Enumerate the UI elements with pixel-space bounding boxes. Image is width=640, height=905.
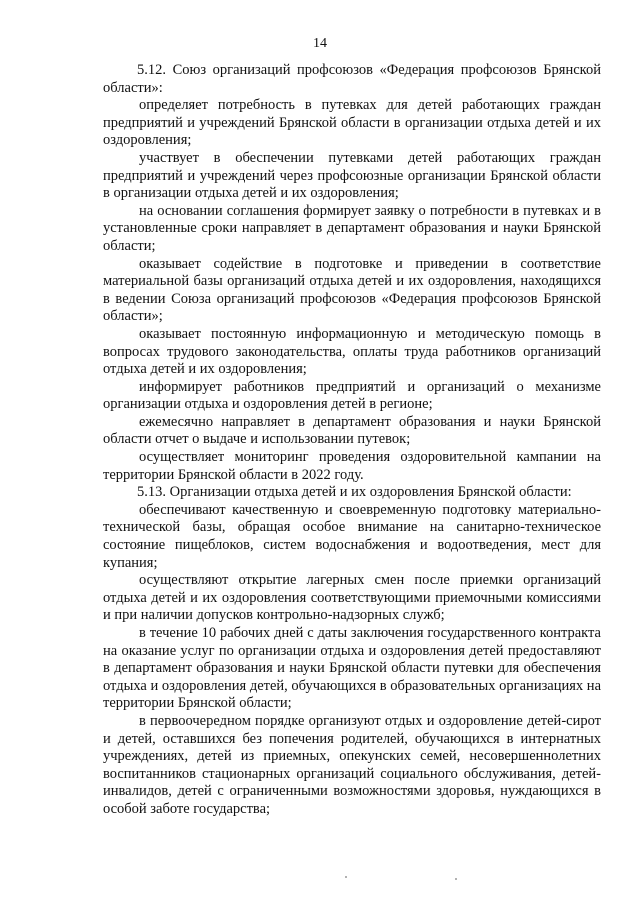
paragraph: оказывает содействие в подготовке и приведении в соответствие материальной базы организаций отдыха детей и их оздоровления, находящихся в ведении Союза организаций профсоюзов «Федерация профсоюзов Брянской области»; bbox=[103, 255, 601, 325]
paragraph: осуществляют открытие лагерных смен после приемки организаций отдыха детей и их оздоровления соответствующими приемочными комиссиями и при наличии допусков контрольно-надзорных служб; bbox=[103, 572, 601, 624]
paragraph: в первоочередном порядке организуют отдых и оздоровление детей-сирот и детей, оставшихся без попечения родителей, обучающихся в интернатных учреждениях, детей из приемных, опекунских семей, несовершеннолетних воспитанников стационарных организаций социального обслуживания, детей-инвалидов, детей с ограниченными возможностями здоровья, нуждающихся в особой заботе государства; bbox=[103, 712, 601, 817]
page-number: 14 bbox=[313, 36, 327, 51]
paragraph: информирует работников предприятий и организаций о механизме организации отдыха и оздоровления детей в регионе; bbox=[103, 378, 601, 413]
paragraph: в течение 10 рабочих дней с даты заключения государственного контракта на оказание услуг по организации отдыха и оздоровления детей предоставляют в департамент образования и науки Брянской области путевки для обеспечения отдыха и оздоровления детей, обучающихся в образовательных организациях на территории Брянской области; bbox=[103, 625, 601, 712]
document-body bbox=[103, 62, 601, 819]
paragraph: определяет потребность в путевках для детей работающих граждан предприятий и учреждений Брянской области в организации отдыха детей и их оздоровления; bbox=[103, 97, 601, 149]
section-heading-5-13: 5.13. Организации отдыха детей и их оздоровления Брянской области: bbox=[137, 484, 572, 501]
paragraph: оказывает постоянную информационную и методическую помощь в вопросах трудового законодательства, оплаты труда работников организаций отдыха детей и их оздоровления; bbox=[103, 325, 601, 378]
section-heading-5-12: 5.12. Союз организаций профсоюзов «Федерация профсоюзов Брянской области»: bbox=[103, 62, 601, 96]
paragraph: участвует в обеспечении путевками детей работающих граждан предприятий и учреждений через профсоюзные организации Брянской области в организации отдыха детей и их оздоровления; bbox=[103, 149, 601, 202]
paragraph: на основании соглашения формирует заявку о потребности в путевках и в установленные сроки направляет в департамент образования и науки Брянской области; bbox=[103, 202, 601, 254]
scan-speck bbox=[455, 878, 457, 880]
paragraph: ежемесячно направляет в департамент образования и науки Брянской области отчет о выдаче и использовании путевок; bbox=[103, 413, 601, 448]
paragraph: осуществляет мониторинг проведения оздоровительной кампании на территории Брянской области в 2022 году. bbox=[103, 449, 601, 483]
scan-speck bbox=[345, 876, 347, 878]
paragraph: обеспечивают качественную и своевременную подготовку материально-технической базы, обращая особое внимание на санитарно-техническое состояние пищеблоков, систем водоснабжения и водоотведения, мест для купания; bbox=[103, 501, 601, 571]
